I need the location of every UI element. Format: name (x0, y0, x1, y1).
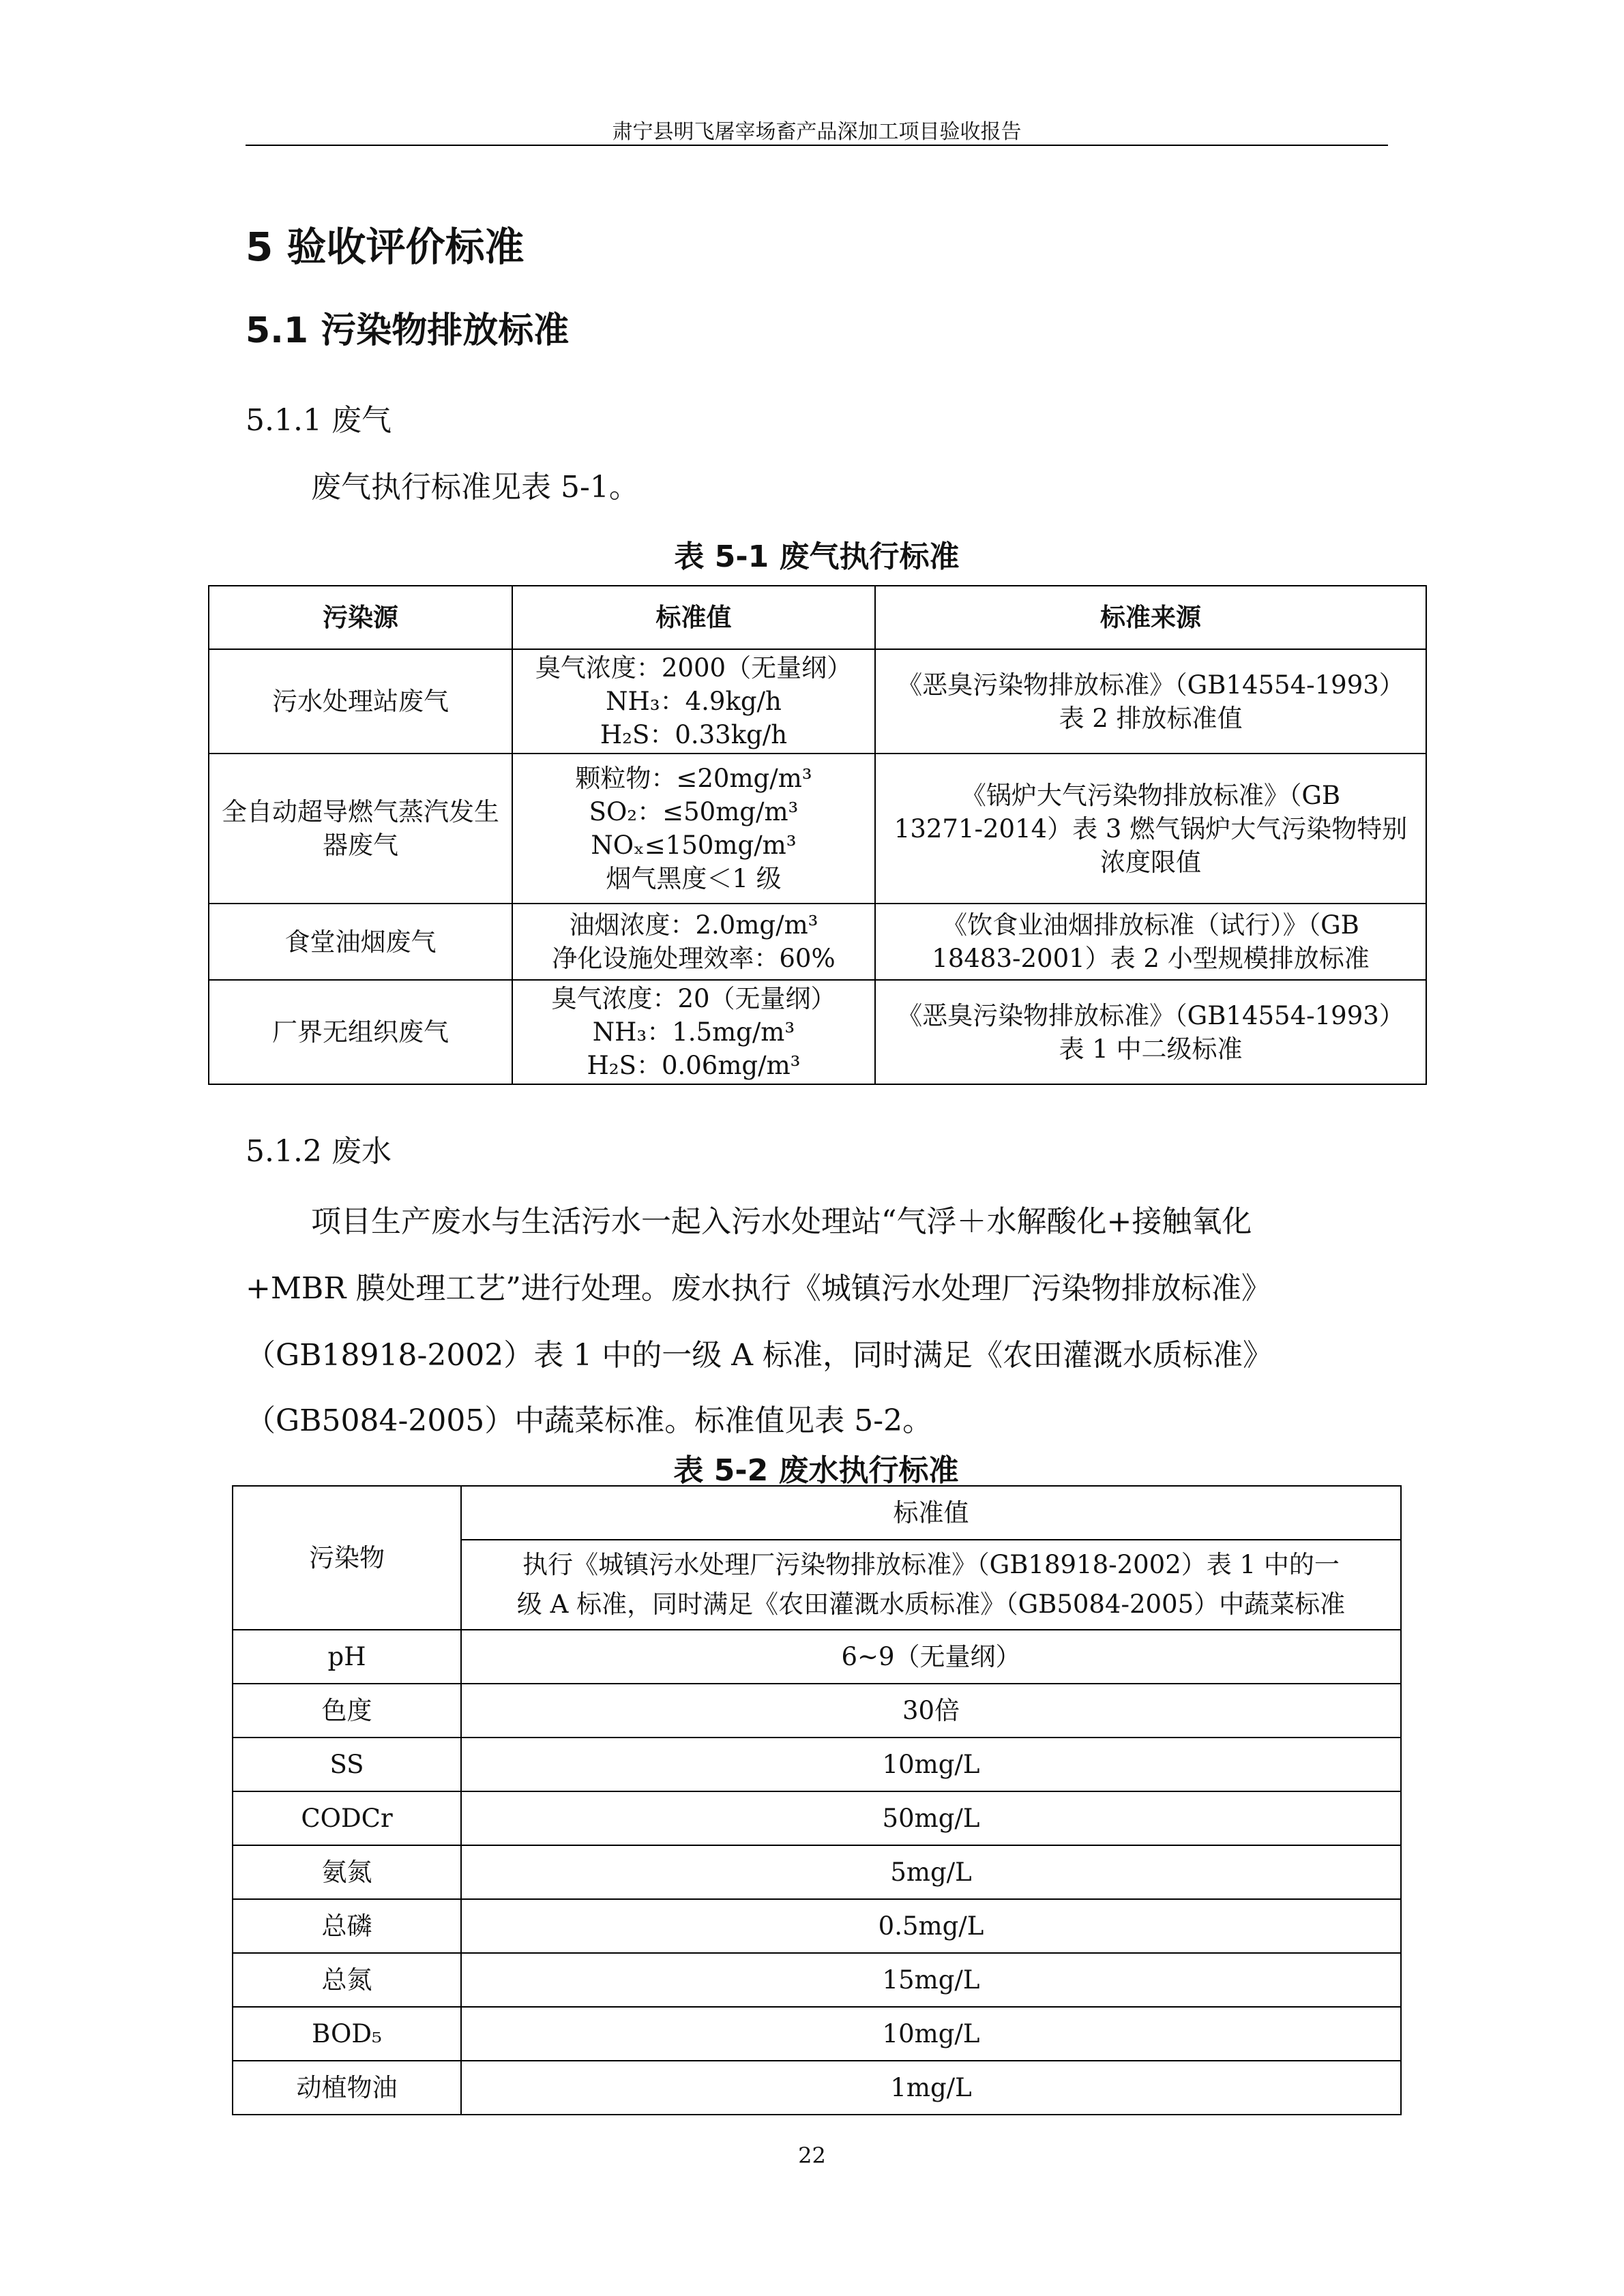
subsection-water-title: 5.1.2 废水 (246, 1134, 392, 1169)
standard-line: 表 1 中二级标准 (1059, 1034, 1243, 1064)
page-number: 22 (798, 2143, 826, 2168)
table-header-cell: 标准值 (512, 586, 875, 649)
table-row (233, 1630, 1401, 1684)
standard-cell (875, 980, 1426, 1084)
standard-line: 18483-2001）表 2 小型规模排放标准 (932, 944, 1370, 973)
standard-cell (875, 754, 1426, 904)
source-cell: 全自动超导燃气蒸汽发生器废气 (209, 754, 512, 904)
value-line: 烟气黑度＜1 级 (606, 864, 782, 893)
pollutant-cell: pH (233, 1630, 461, 1684)
table-row (209, 980, 1426, 1084)
value-line: 净化设施处理效率：60% (552, 944, 836, 973)
value-header-desc (461, 1540, 1401, 1630)
standard-cell (875, 904, 1426, 980)
standard-line: 表 2 排放标准值 (1059, 703, 1243, 733)
limit-cell: 15mg/L (461, 1953, 1401, 2007)
table-header-row (209, 586, 1426, 649)
table-row (233, 1953, 1401, 2007)
pollutant-cell: 总磷 (233, 1899, 461, 1953)
table-row (233, 1738, 1401, 1791)
pollutant-cell: 氨氮 (233, 1845, 461, 1899)
value-line: NOₓ≤150mg/m³ (591, 831, 797, 860)
limit-cell: 10mg/L (461, 1738, 1401, 1791)
source-cell: 污水处理站废气 (209, 649, 512, 754)
table-row (233, 1684, 1401, 1738)
desc-line: 级 A 标准，同时满足《农田灌溉水质标准》（GB5084-2005）中蔬菜标准 (516, 1590, 1346, 1619)
table-header-row (233, 1486, 1401, 1540)
value-cell (512, 649, 875, 754)
table-row (233, 1899, 1401, 1953)
value-line: SO₂：≤50mg/m³ (589, 797, 799, 826)
limit-cell: 5mg/L (461, 1845, 1401, 1899)
value-line: 油烟浓度：2.0mg/m³ (569, 910, 818, 940)
pollutant-cell: 色度 (233, 1684, 461, 1738)
value-line: 臭气浓度：2000（无量纲） (535, 653, 853, 683)
pollutant-cell: 总氮 (233, 1953, 461, 2007)
table-row (209, 649, 1426, 754)
table-header-cell: 标准来源 (875, 586, 1426, 649)
standard-line: 《恶臭污染物排放标准》（GB14554-1993） (897, 1000, 1404, 1030)
standard-line: 《恶臭污染物排放标准》（GB14554-1993） (897, 670, 1404, 700)
standard-line: 《锅炉大气污染物排放标准》（GB (960, 780, 1341, 810)
running-header: 肃宁县明飞屠宰场畜产品深加工项目验收报告 (612, 120, 1022, 144)
table-row (209, 754, 1426, 904)
water-para-line: +MBR 膜处理工艺”进行处理。废水执行《城镇污水处理厂污染物排放标准》 (246, 1271, 1271, 1306)
air-standard-table (208, 585, 1427, 1085)
desc-line: 执行《城镇污水处理厂污染物排放标准》（GB18918-2002）表 1 中的一 (522, 1550, 1340, 1579)
subsection-air-title: 5.1.1 废气 (246, 403, 392, 438)
limit-cell: 30倍 (461, 1684, 1401, 1738)
value-line: H₂S：0.33kg/h (600, 720, 788, 749)
pollutant-cell: 动植物油 (233, 2061, 461, 2115)
value-line: H₂S：0.06mg/m³ (587, 1051, 801, 1080)
limit-cell: 50mg/L (461, 1791, 1401, 1845)
section-heading: 5.1 污染物排放标准 (246, 310, 570, 351)
pollutant-cell: SS (233, 1738, 461, 1791)
value-header: 标准值 (461, 1486, 1401, 1540)
chapter-heading: 5 验收评价标准 (246, 224, 525, 270)
source-cell: 食堂油烟废气 (209, 904, 512, 980)
table-row (233, 1845, 1401, 1899)
value-line: 臭气浓度：20（无量纲） (551, 984, 836, 1013)
limit-cell: 10mg/L (461, 2007, 1401, 2061)
table-row (233, 1791, 1401, 1845)
header-rule (246, 145, 1388, 146)
value-cell (512, 754, 875, 904)
table-row (233, 2007, 1401, 2061)
table-header-cell: 污染源 (209, 586, 512, 649)
standard-line: 浓度限值 (1100, 847, 1201, 877)
standard-line: 《饮食业油烟排放标准（试行）》（GB (942, 910, 1359, 940)
source-cell: 厂界无组织废气 (209, 980, 512, 1084)
pollutant-cell: BOD₅ (233, 2007, 461, 2061)
value-line: 颗粒物：≤20mg/m³ (575, 764, 812, 793)
standard-cell (875, 649, 1426, 754)
water-para-line: 项目生产废水与生活污水一起入污水处理站“气浮＋水解酸化+接触氧化 (311, 1204, 1252, 1239)
standard-line: 13271-2014）表 3 燃气锅炉大气污染物特别 (894, 814, 1408, 844)
value-line: NH₃：1.5mg/m³ (592, 1017, 795, 1047)
limit-cell: 0.5mg/L (461, 1899, 1401, 1953)
pollutant-cell: CODCr (233, 1791, 461, 1845)
value-cell (512, 904, 875, 980)
table1-caption: 表 5-1 废气执行标准 (674, 539, 960, 574)
wastewater-standard-table (232, 1485, 1402, 2115)
value-cell (512, 980, 875, 1084)
water-para-line: （GB5084-2005）中蔬菜标准。标准值见表 5-2。 (246, 1403, 933, 1438)
limit-cell: 1mg/L (461, 2061, 1401, 2115)
value-line: NH₃：4.9kg/h (606, 687, 782, 716)
table-row (233, 2061, 1401, 2115)
table-row (209, 904, 1426, 980)
air-intro: 废气执行标准见表 5-1。 (311, 470, 639, 505)
limit-cell: 6~9（无量纲） (461, 1630, 1401, 1684)
pollutant-header: 污染物 (233, 1486, 461, 1630)
water-para-line: （GB18918-2002）表 1 中的一级 A 标准，同时满足《农田灌溉水质标准》 (246, 1338, 1273, 1373)
table2-caption: 表 5-2 废水执行标准 (673, 1453, 959, 1488)
